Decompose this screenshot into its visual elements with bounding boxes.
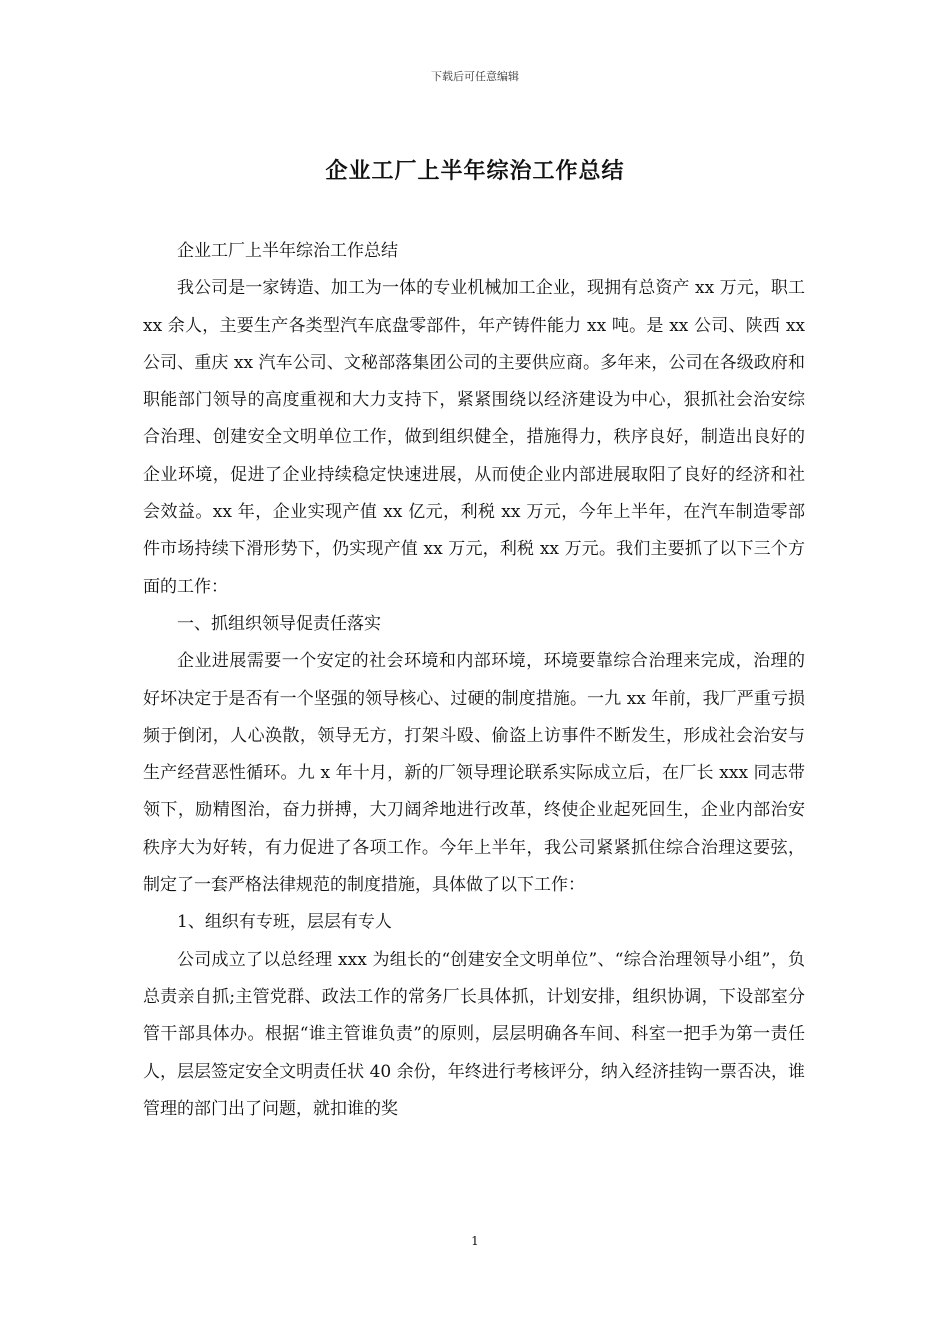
paragraph-intro: 我公司是一家铸造、加工为一体的专业机械加工企业，现拥有总资产 xx 万元，职工 xx 余人，主要生产各类型汽车底盘零部件，年产铸件能力 xx 吨。是 xx 公司、陕西 xx 公司、重庆 xx 汽车公司、文秘部落集团公司的主要供应商。多年来，公司在各级政府和职能部门领导的高度重视和大力支持下，紧紧围绕以经济建设为中心，狠抓社会治安综合治理、创建安全文明单位工作，做到组织健全，措施得力，秩序良好，制造出良好的企业环境，促进了企业持续稳定快速进展，从而使企业内部进展取阳了良好的经济和社会效益。xx 年，企业实现产值 xx 亿元，利税 xx 万元，今年上半年，在汽车制造零部件市场持续下滑形势下，仍实现产值 xx 万元，利税 xx 万元。我们主要抓了以下三个方面的工作： [143, 278, 805, 597]
paragraph-section-1: 企业进展需要一个安定的社会环境和内部环境，环境要靠综合治理来完成，治理的好坏决定于是否有一个坚强的领导核心、过硬的制度措施。一九 xx 年前，我厂严重亏损频于倒闭，人心涣散，领导无方，打架斗殴、偷盗上访事件不断发生，形成社会治安与生产经营恶性循环。九 x 年十月，新的厂领导理论联系实际成立后，在厂长 xxx 同志带领下，励精图治，奋力拼搏，大刀阔斧地进行改革，终使企业起死回生，企业内部治安秩序大为好转，有力促进了各项工作。今年上半年，我公司紧紧抓住综合治理这要弦，制定了一套严格法律规范的制度措施，具体做了以下工作： [143, 651, 805, 896]
page-number: 1 [471, 1234, 479, 1248]
subsection-heading: 1、组织有专班，层层有专人 [177, 912, 392, 933]
section-heading: 一、抓组织领导促责任落实 [177, 613, 381, 634]
paragraph-subtitle: 企业工厂上半年综治工作总结 [177, 241, 398, 261]
page-header-note: 下载后可任意编辑 [431, 70, 519, 83]
document-title: 企业工厂上半年综治工作总结 [325, 158, 625, 184]
paragraph-subsection-1: 公司成立了以总经理 xxx 为组长的“创建安全文明单位”、“综合治理领导小组”，负总责亲自抓;主管党群、政法工作的常务厂长具体抓，计划安排，组织协调，下设部室分管干部具体办。根据“谁主管谁负责”的原则，层层明确各车间、科室一把手为第一责任人，层层签定安全文明责任状 40 余份，年终进行考核评分，纳入经济挂钩一票否决，谁管理的部门出了问题，就扣谁的奖 [143, 949, 805, 1119]
document-body [143, 233, 805, 1128]
